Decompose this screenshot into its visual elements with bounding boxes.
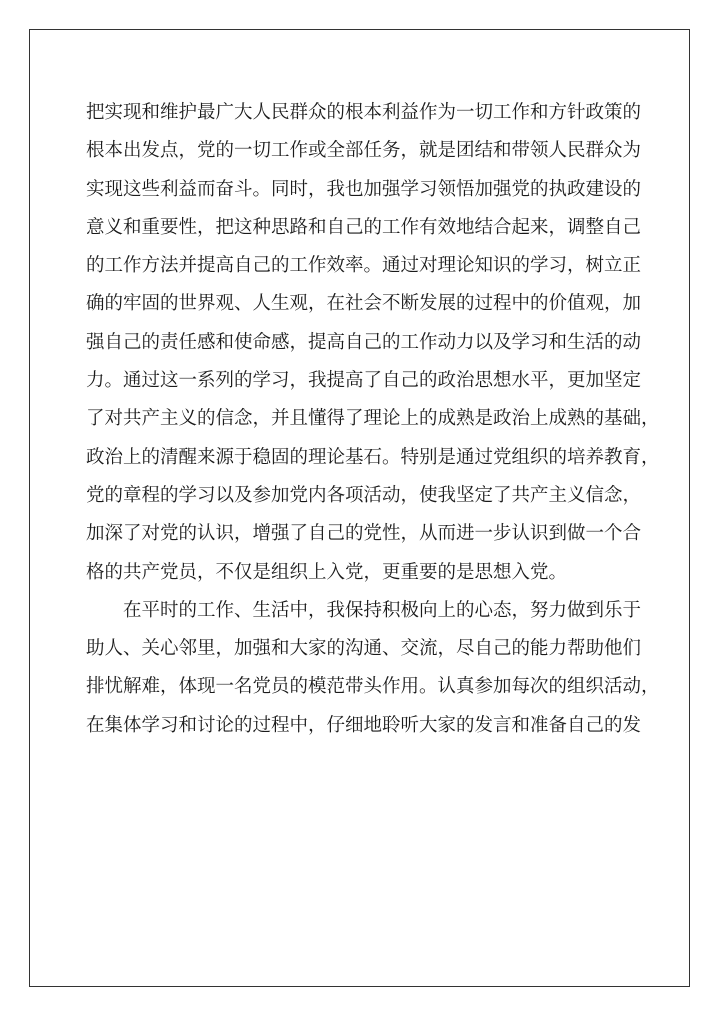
text-line-3: 实现这些利益而奋斗。同时，我也加强学习领悟加强党的执政建设的 xyxy=(86,178,642,200)
text-line-10: 政治上的清醒来源于稳固的理论基石。特别是通过党组织的培养教育， xyxy=(86,446,660,468)
document-body xyxy=(86,94,660,745)
text-line-17: 在集体学习和讨论的过程中，仔细地聆听大家的发言和准备自己的发 xyxy=(86,714,642,736)
text-line-1: 把实现和维护最广大人民群众的根本利益作为一切工作和方针政策的 xyxy=(86,102,642,123)
text-line-14: 在平时的工作、生活中，我保持积极向上的心态，努力做到乐于 xyxy=(123,599,642,621)
text-line-11: 党的章程的学习以及参加党内各项活动，使我坚定了共产主义信念， xyxy=(86,484,642,506)
text-line-13: 格的共产党员，不仅是组织上入党，更重要的是思想入党。 xyxy=(86,561,568,583)
text-line-12: 加深了对党的认识，增强了自己的党性，从而进一步认识到做一个合 xyxy=(86,523,642,545)
text-line-16: 排忧解难，体现一名党员的模范带头作用。认真参加每次的组织活动， xyxy=(86,676,660,698)
text-line-15: 助人、关心邻里，加强和大家的沟通、交流，尽自己的能力帮助他们 xyxy=(86,638,642,660)
text-line-2: 根本出发点，党的一切工作或全部任务，就是团结和带领人民群众为 xyxy=(86,140,642,162)
text-line-7: 强自己的责任感和使命感，提高自己的工作动力以及学习和生活的动 xyxy=(86,331,642,353)
text-line-8: 力。通过这一系列的学习，我提高了自己的政治思想水平，更加坚定 xyxy=(86,370,642,392)
text-line-9: 了对共产主义的信念，并且懂得了理论上的成熟是政治上成熟的基础， xyxy=(86,408,660,430)
text-line-4: 意义和重要性，把这种思路和自己的工作有效地结合起来，调整自己 xyxy=(86,216,642,238)
text-line-5: 的工作方法并提高自己的工作效率。通过对理论知识的学习，树立正 xyxy=(86,255,642,277)
text-line-6: 确的牢固的世界观、人生观，在社会不断发展的过程中的价值观，加 xyxy=(86,293,642,315)
